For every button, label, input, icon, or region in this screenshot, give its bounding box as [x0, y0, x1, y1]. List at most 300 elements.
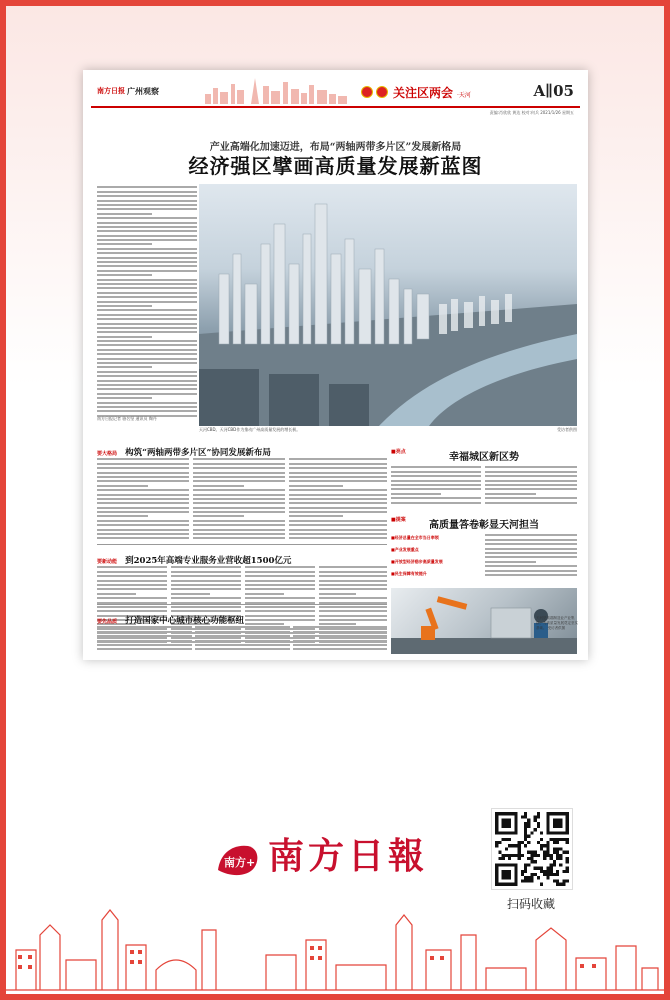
- qr-module: [524, 828, 527, 831]
- sidebar-label-top: [391, 438, 577, 455]
- lead-byline: 南方日报记者 骆名坚 通讯员 陶丹: [97, 416, 157, 421]
- qr-module: [521, 815, 524, 818]
- qr-module: [540, 847, 543, 850]
- text-line: [97, 358, 197, 360]
- text-line: [97, 644, 192, 646]
- text-lines: [97, 458, 189, 539]
- qr-module: [524, 838, 527, 841]
- qr-module: [546, 851, 549, 854]
- article-2-title: 到2025年高端专业服务业营收超1500亿元: [125, 556, 292, 566]
- sidebar-label-bottom: [391, 580, 577, 588]
- factory-caption-text: 天河是高端制造业产业集群，为高质量发展奠定坚实基础。: [536, 616, 578, 630]
- qr-module: [521, 873, 524, 876]
- photo-caption: [199, 427, 577, 433]
- text-lines: [289, 458, 387, 539]
- text-line: [97, 292, 197, 294]
- brand-name: 南方日報: [268, 835, 429, 877]
- qr-module: [537, 854, 540, 857]
- text-line: [171, 580, 241, 582]
- qr-code-icon: [492, 809, 572, 889]
- text-line: [193, 476, 285, 478]
- text-line: [97, 230, 197, 232]
- text-line: [171, 575, 241, 577]
- text-line: [97, 489, 189, 491]
- text-line: [485, 471, 577, 473]
- qr-module: [527, 841, 530, 844]
- qr-module: [559, 854, 562, 857]
- qr-module: [505, 847, 508, 850]
- text-line: [97, 511, 189, 513]
- text-line: [193, 467, 285, 469]
- qr-module: [546, 847, 549, 850]
- text-line: [293, 644, 387, 646]
- text-line: [319, 588, 387, 590]
- text-line: [171, 588, 241, 590]
- emblem-icon: [361, 86, 373, 98]
- qr-code[interactable]: [491, 808, 573, 890]
- qr-module: [521, 841, 524, 844]
- qr-module: [537, 867, 540, 870]
- sidebar-point-1: ■经济总量在全市当日率领: [391, 535, 439, 540]
- qr-label: 扫码收藏: [506, 897, 555, 911]
- qr-module: [566, 857, 569, 860]
- text-line: [193, 480, 285, 482]
- qr-module: [502, 854, 505, 857]
- qr-module: [537, 876, 540, 879]
- qr-module: [546, 841, 549, 844]
- qr-module: [527, 819, 530, 822]
- qr-module: [518, 841, 521, 844]
- qr-module: [553, 841, 556, 844]
- qr-module: [502, 870, 512, 880]
- text-line: [97, 631, 192, 633]
- text-line: [485, 484, 577, 486]
- emblem-icon-2: [376, 86, 388, 98]
- qr-module: [562, 851, 565, 854]
- photo-credit: 受访者供图: [557, 427, 577, 432]
- qr-module: [511, 844, 514, 847]
- text-line: [97, 261, 197, 263]
- text-line: [289, 511, 387, 513]
- article-3-col-2: [195, 624, 290, 654]
- text-line: [97, 537, 189, 539]
- text-line: [97, 520, 189, 522]
- text-line: [97, 252, 197, 254]
- text-line: [97, 588, 167, 590]
- sidebar-label-mid-text: ■提案: [391, 517, 406, 523]
- qr-module: [559, 847, 562, 850]
- qr-module: [524, 822, 527, 825]
- text-line: [195, 635, 290, 637]
- text-line: [97, 226, 197, 228]
- qr-module: [508, 838, 511, 841]
- text-line: [97, 480, 189, 482]
- qr-module: [524, 835, 527, 838]
- text-line: [171, 584, 241, 586]
- text-line: [319, 597, 387, 599]
- text-line: [293, 635, 387, 637]
- text-line: [289, 489, 387, 491]
- text-line: [195, 626, 290, 628]
- text-line: [193, 515, 244, 517]
- text-lines: [193, 458, 285, 539]
- text-line: [97, 239, 197, 241]
- text-line: [293, 648, 387, 650]
- qr-module: [540, 831, 543, 834]
- text-line: [193, 511, 285, 513]
- qr-module: [553, 847, 556, 850]
- qr-module: [566, 851, 569, 854]
- text-lines: [195, 626, 290, 650]
- text-line: [97, 340, 197, 342]
- text-line: [485, 539, 577, 541]
- text-line: [289, 498, 387, 500]
- qr-module: [543, 844, 546, 847]
- sidebar-box2-col-2: [485, 532, 577, 580]
- logo-mark-text: 南方+: [224, 856, 256, 869]
- text-line: [97, 327, 197, 329]
- text-line: [97, 406, 197, 408]
- text-line: [289, 533, 387, 535]
- text-line: [289, 524, 387, 526]
- qr-module: [546, 873, 549, 876]
- qr-module: [559, 863, 562, 866]
- qr-module: [527, 822, 530, 825]
- qr-module: [524, 867, 527, 870]
- text-line: [97, 375, 197, 377]
- qr-module: [534, 815, 537, 818]
- qr-module: [540, 844, 543, 847]
- text-line: [485, 548, 577, 550]
- qr-module: [524, 870, 527, 873]
- photo-caption-text: 天河CBD。天河CBD作为推动广州高质量发展的增长极。: [199, 427, 301, 432]
- text-line: [97, 597, 167, 599]
- text-lines: [485, 466, 577, 503]
- qr-module: [524, 863, 527, 866]
- divider: [97, 604, 387, 605]
- qr-module: [537, 841, 540, 844]
- article-3-heading: [97, 608, 387, 626]
- qr-module: [550, 838, 553, 841]
- text-line: [97, 498, 189, 500]
- text-line: [293, 631, 387, 633]
- text-line: [97, 507, 189, 509]
- text-line: [97, 200, 197, 202]
- text-line: [97, 494, 189, 496]
- qr-module: [546, 870, 549, 873]
- text-line: [319, 575, 387, 577]
- text-line: [319, 580, 387, 582]
- qr-module: [540, 867, 543, 870]
- text-line: [97, 349, 197, 351]
- text-line: [193, 529, 285, 531]
- text-line: [97, 388, 197, 390]
- qr-module: [553, 838, 556, 841]
- focus-district: ·天河: [457, 92, 471, 99]
- date-line: 责编:肖欣欣 黄达 校对:何兵 2021/1/26 星期五: [489, 110, 574, 115]
- newspaper-page: [83, 70, 588, 660]
- article-3-col-3: [293, 624, 387, 654]
- qr-module: [524, 812, 527, 815]
- text-line: [97, 344, 197, 346]
- text-line: [193, 485, 244, 487]
- text-line: [97, 476, 189, 478]
- qr-module: [566, 867, 569, 870]
- text-line: [391, 480, 481, 482]
- text-line: [97, 397, 152, 399]
- text-line: [97, 635, 192, 637]
- text-line: [97, 314, 197, 316]
- qr-module: [553, 819, 563, 829]
- text-line: [485, 552, 577, 554]
- text-line: [97, 270, 197, 272]
- qr-module: [527, 863, 530, 866]
- text-line: [97, 195, 197, 197]
- qr-module: [527, 857, 530, 860]
- sidebar-label-top-text: ■亮点: [391, 449, 406, 455]
- text-line: [245, 575, 315, 577]
- text-line: [97, 331, 197, 333]
- text-line: [193, 463, 285, 465]
- qr-module: [546, 876, 549, 879]
- masthead: [91, 76, 580, 106]
- qr-module: [550, 867, 553, 870]
- text-line: [245, 566, 315, 568]
- qr-module: [559, 857, 562, 860]
- qr-module: [534, 851, 537, 854]
- qr-module: [540, 838, 543, 841]
- qr-module: [550, 857, 553, 860]
- text-line: [195, 631, 290, 633]
- qr-module: [556, 841, 559, 844]
- text-line: [319, 584, 387, 586]
- qr-module: [553, 863, 556, 866]
- text-line: [485, 574, 577, 576]
- text-line: [97, 318, 197, 320]
- text-line: [97, 366, 152, 368]
- text-line: [485, 570, 577, 572]
- qr-module: [546, 844, 549, 847]
- text-lines: [293, 626, 387, 650]
- divider: [97, 544, 387, 545]
- text-line: [171, 597, 241, 599]
- text-line: [193, 494, 285, 496]
- focus-title: 关注区两会: [393, 86, 454, 100]
- text-line: [97, 467, 189, 469]
- qr-module: [556, 873, 559, 876]
- qr-module: [502, 838, 505, 841]
- article-1-title: 构筑“两轴两带多片区”协同发展新布局: [125, 448, 271, 458]
- text-lines: [97, 186, 197, 416]
- qr-module: [566, 841, 569, 844]
- text-line: [485, 488, 577, 490]
- text-line: [193, 537, 285, 539]
- qr-module: [508, 844, 511, 847]
- qr-module: [534, 854, 537, 857]
- qr-module: [556, 857, 559, 860]
- text-line: [97, 626, 192, 628]
- qr-module: [495, 844, 498, 847]
- qr-module: [534, 867, 537, 870]
- text-line: [97, 593, 136, 595]
- qr-module: [556, 851, 559, 854]
- qr-module: [537, 815, 540, 818]
- text-line: [289, 515, 343, 517]
- article-2-heading: [97, 548, 387, 566]
- text-line: [97, 186, 197, 188]
- text-line: [293, 626, 387, 628]
- text-line: [97, 265, 197, 267]
- text-line: [289, 463, 387, 465]
- text-line: [97, 402, 197, 404]
- qr-module: [553, 873, 556, 876]
- article-2-kicker: 要新动能: [97, 559, 118, 565]
- text-line: [289, 494, 387, 496]
- article-1-kicker: 要大格局: [97, 451, 118, 457]
- qr-module: [556, 870, 559, 873]
- qr-module: [537, 822, 540, 825]
- qr-module: [562, 870, 565, 873]
- text-line: [97, 323, 197, 325]
- qr-module: [543, 870, 546, 873]
- qr-module: [543, 857, 546, 860]
- text-line: [97, 217, 197, 219]
- text-line: [97, 362, 197, 364]
- qr-module: [566, 860, 569, 863]
- text-line: [97, 371, 197, 373]
- text-line: [391, 471, 481, 473]
- page-number: A∥05: [533, 82, 574, 100]
- qr-module: [514, 844, 517, 847]
- text-line: [97, 301, 197, 303]
- article-3-kicker: 要先品质: [97, 619, 118, 625]
- text-line: [485, 502, 577, 504]
- text-line: [289, 480, 387, 482]
- text-line: [289, 502, 387, 504]
- text-line: [97, 580, 167, 582]
- text-line: [289, 507, 387, 509]
- qr-module: [527, 835, 530, 838]
- text-line: [97, 305, 152, 307]
- text-line: [97, 283, 197, 285]
- text-line: [97, 296, 197, 298]
- text-line: [485, 497, 577, 499]
- text-line: [391, 502, 481, 504]
- text-line: [97, 648, 192, 650]
- text-line: [289, 520, 387, 522]
- text-line: [171, 593, 210, 595]
- qr-module: [553, 851, 556, 854]
- text-line: [193, 472, 285, 474]
- lead-article-text: [97, 184, 197, 419]
- text-line: [289, 537, 387, 539]
- sidebar-box1-col-2: [485, 464, 577, 504]
- masthead-rule: [91, 106, 580, 108]
- qr-module: [534, 828, 537, 831]
- text-line: [97, 380, 197, 382]
- text-line: [97, 204, 197, 206]
- article-1-heading: [97, 440, 387, 458]
- qr-module: [562, 838, 565, 841]
- text-line: [319, 566, 387, 568]
- qr-module: [546, 854, 549, 857]
- text-line: [171, 571, 241, 573]
- headline-title: 经济强区擘画高质量发展新蓝图: [188, 154, 483, 178]
- text-line: [391, 488, 481, 490]
- text-line: [97, 458, 189, 460]
- city-photo: [199, 184, 577, 426]
- text-line: [195, 640, 290, 642]
- sidebar-box1-title: 幸福城区新区势: [449, 452, 519, 463]
- text-line: [97, 533, 189, 535]
- qr-module: [566, 838, 569, 841]
- qr-module: [498, 851, 501, 854]
- qr-module: [508, 854, 511, 857]
- qr-module: [556, 838, 559, 841]
- qr-module: [527, 851, 530, 854]
- text-line: [97, 287, 197, 289]
- text-line: [97, 309, 197, 311]
- text-line: [289, 485, 343, 487]
- qr-module: [505, 838, 508, 841]
- text-line: [97, 502, 189, 504]
- text-line: [97, 213, 152, 215]
- text-line: [193, 507, 285, 509]
- text-line: [97, 191, 197, 193]
- text-line: [289, 476, 387, 478]
- text-line: [97, 575, 167, 577]
- qr-module: [518, 851, 521, 854]
- text-line: [485, 565, 577, 567]
- paper-logo-small: 南方日报: [97, 86, 125, 95]
- qr-module: [550, 863, 553, 866]
- qr-module: [498, 857, 501, 860]
- text-line: [485, 534, 577, 536]
- sidebar-label-mid: [391, 506, 577, 523]
- qr-module: [521, 870, 524, 873]
- text-line: [97, 515, 148, 517]
- qr-module: [521, 854, 524, 857]
- sidebar-point-3: ■开放型经济稳步高质量发展: [391, 559, 443, 564]
- qr-module: [495, 841, 498, 844]
- text-line: [195, 648, 290, 650]
- text-line: [97, 274, 152, 276]
- text-line: [485, 466, 577, 468]
- qr-module: [511, 854, 514, 857]
- text-line: [193, 489, 285, 491]
- qr-module: [518, 857, 521, 860]
- text-line: [391, 466, 481, 468]
- text-line: [97, 243, 152, 245]
- text-line: [195, 644, 290, 646]
- text-lines: [391, 466, 481, 503]
- qr-module: [550, 873, 553, 876]
- text-line: [97, 640, 192, 642]
- text-line: [97, 222, 197, 224]
- qr-module: [514, 854, 517, 857]
- qr-module: [518, 847, 521, 850]
- text-line: [97, 584, 167, 586]
- text-line: [319, 571, 387, 573]
- text-line: [391, 484, 481, 486]
- nanfang-plus-logo-icon: [214, 840, 262, 878]
- text-line: [97, 410, 197, 412]
- qr-module: [524, 831, 527, 834]
- qr-module: [524, 815, 527, 818]
- qr-module: [534, 819, 537, 822]
- factory-caption: [536, 616, 578, 631]
- qr-module: [534, 860, 537, 863]
